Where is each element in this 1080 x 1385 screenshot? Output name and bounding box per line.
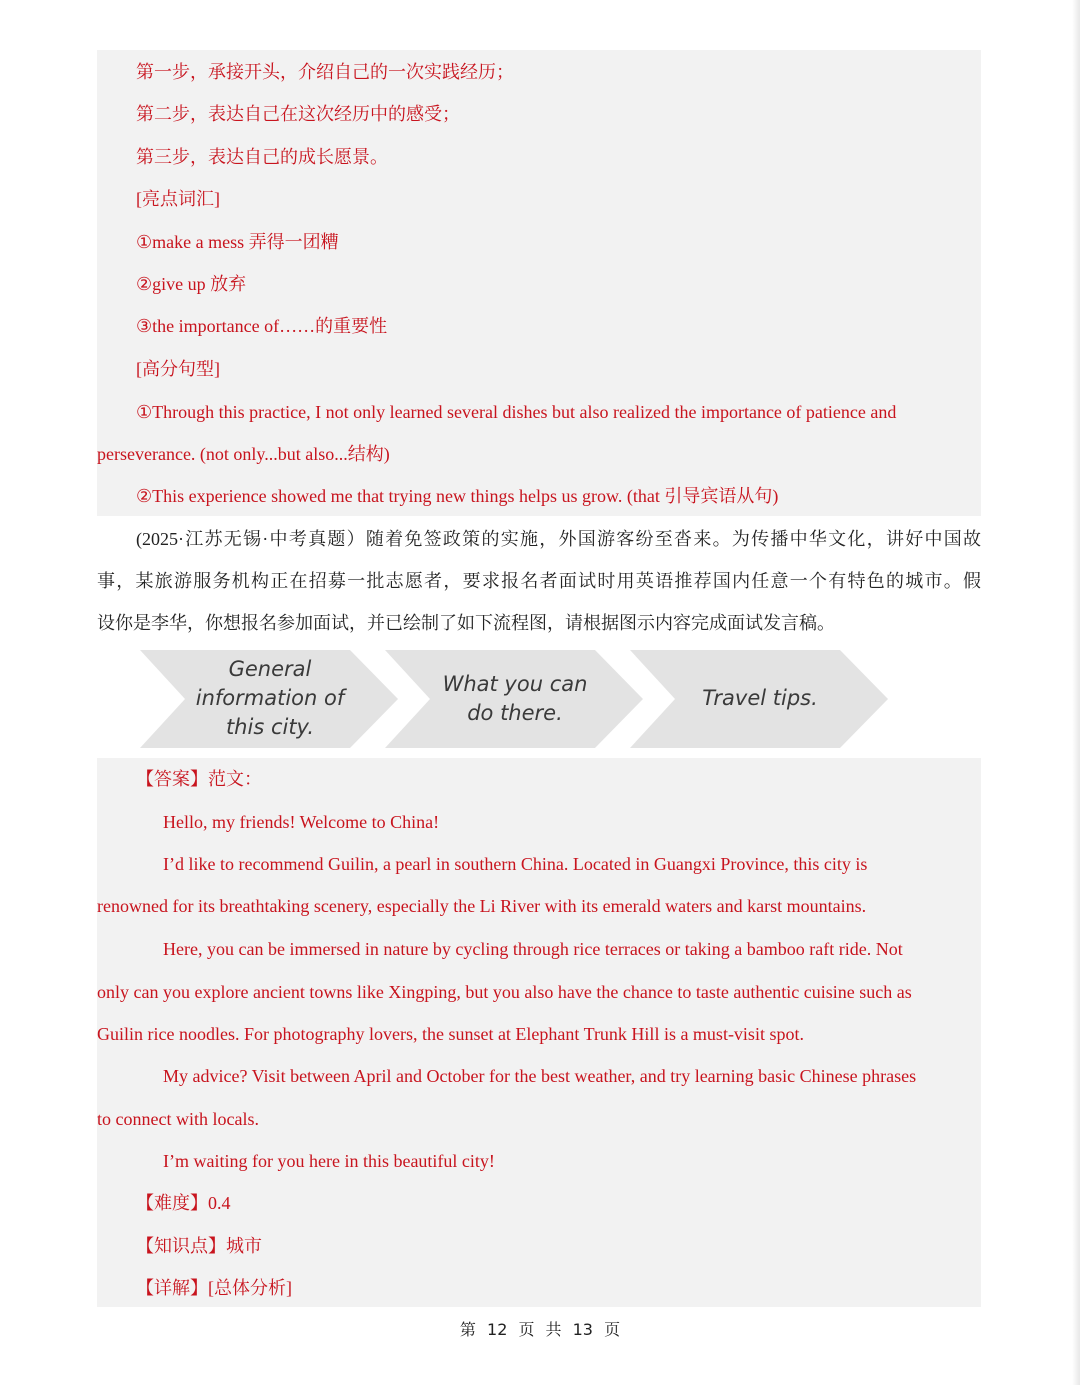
vocab-item-3: ③the importance of……的重要性: [136, 316, 388, 336]
flow-step-1-line-3: this city.: [225, 715, 315, 739]
sentence-2: ②This experience showed me that trying new things helps us grow. (that 引导宾语从句): [136, 486, 779, 506]
outline-step-1: 第一步，承接开头，介绍自己的一次实践经历；: [136, 62, 514, 82]
flow-step-2-line-2: do there.: [467, 701, 563, 725]
flow-step-2-line-1: What you can: [442, 672, 588, 696]
flow-step-3-label: [670, 684, 850, 713]
outline-step-2: 第二步，表达自己在这次经历中的感受；: [136, 104, 460, 124]
vocab-item-2: ②give up 放弃: [136, 274, 247, 294]
question-line-1: (2025·江苏无锡·中考真题）随着免签政策的实施，外国游客纷至沓来。为传播中华文化，讲好中国故: [136, 529, 981, 549]
essay-p2-line-3: Guilin rice noodles. For photography lovers, the sunset at Elephant Trunk Hill is a must-visit spot.: [97, 1024, 804, 1044]
sentences-heading: [高分句型]: [136, 359, 220, 379]
essay-p1-line-1: I’d like to recommend Guilin, a pearl in southern China. Located in Guangxi Province, this city is: [163, 854, 868, 874]
page-edge-shadow: [1072, 0, 1080, 1385]
knowledge-point: 【知识点】城市: [136, 1236, 262, 1256]
flow-step-1-line-2: information of: [195, 686, 345, 710]
essay-closing: I’m waiting for you here in this beautiful city!: [163, 1151, 495, 1171]
difficulty: 【难度】0.4: [136, 1193, 231, 1213]
flow-step-1-label: [180, 655, 360, 742]
essay-p2-line-1: Here, you can be immersed in nature by cycling through rice terraces or taking a bamboo raft ride. Not: [163, 939, 903, 959]
flow-step-3-line-1: Travel tips.: [702, 686, 818, 710]
flow-step-1-line-1: General: [228, 657, 312, 681]
essay-greeting: Hello, my friends! Welcome to China!: [163, 812, 440, 832]
essay-p2-line-2: only can you explore ancient towns like Xingping, but you also have the chance to taste authentic cuisine such as: [97, 982, 912, 1002]
vocab-heading: [亮点词汇]: [136, 189, 220, 209]
flow-step-2-label: [425, 670, 605, 728]
sentence-1-line-1: ①Through this practice, I not only learned several dishes but also realized the importance of patience and: [136, 402, 897, 422]
question-line-2: 事，某旅游服务机构正在招募一批志愿者，要求报名者面试时用英语推荐国内任意一个有特色的城市。假: [97, 571, 981, 591]
essay-p1-line-2: renowned for its breathtaking scenery, especially the Li River with its emerald waters and karst mountains.: [97, 896, 867, 916]
page-number: 第 12 页 共 13 页: [459, 1320, 621, 1339]
outline-step-3: 第三步，表达自己的成长愿景。: [136, 147, 388, 167]
question-line-3: 设你是李华，你想报名参加面试，并已绘制了如下流程图，请根据图示内容完成面试发言稿。: [97, 613, 835, 633]
detailed-analysis: 【详解】[总体分析]: [136, 1278, 292, 1298]
sentence-1-line-2: perseverance. (not only...but also...结构): [97, 444, 390, 464]
answer-label: 【答案】范文：: [136, 769, 262, 789]
essay-p3-line-1: My advice? Visit between April and October for the best weather, and try learning basic Chinese phrases: [163, 1066, 917, 1086]
flowchart: [140, 650, 900, 748]
essay-p3-line-2: to connect with locals.: [97, 1109, 259, 1129]
vocab-item-1: ①make a mess 弄得一团糟: [136, 232, 339, 252]
